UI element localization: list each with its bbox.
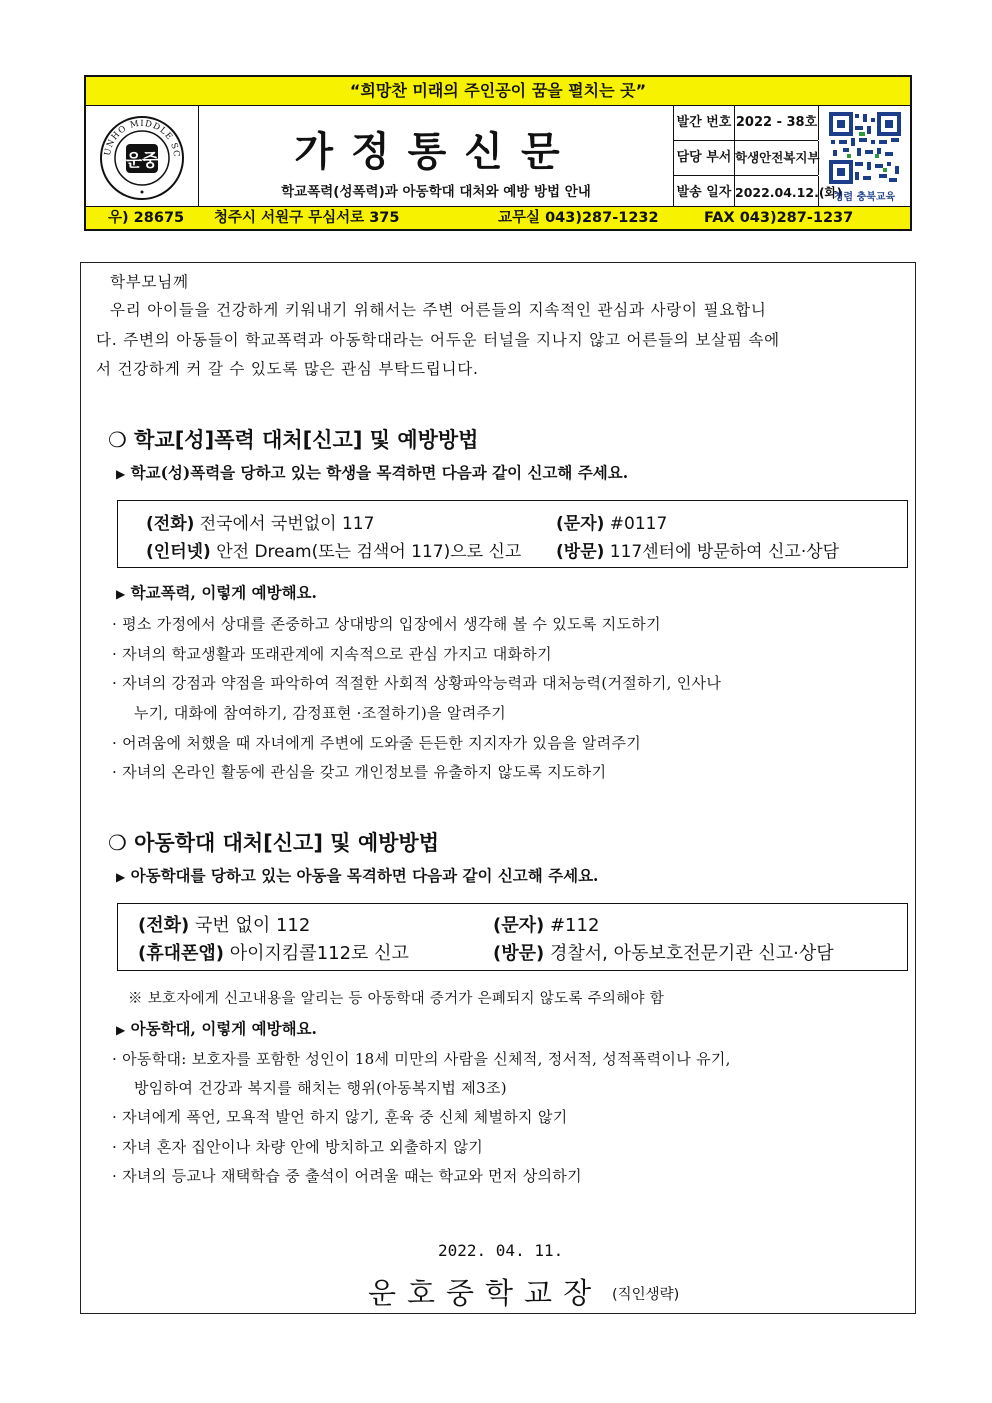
contact-text: 국번 없이 112	[194, 915, 311, 936]
street-address: 청주시 서원구 무심서로 375	[214, 210, 400, 226]
contact-label: (문자)	[556, 514, 605, 534]
prevent-item: · 자녀의 등교나 재택학습 중 출석이 어려울 때는 학교와 먼저 상의하기	[112, 1167, 582, 1185]
contact-label: (방문)	[493, 943, 545, 964]
contact-label: (휴대폰앱)	[138, 943, 225, 964]
letter-date: 2022. 04. 11.	[438, 1241, 564, 1260]
contact-internet	[146, 537, 521, 562]
office-phone: 교무실 043)287-1232	[498, 210, 659, 226]
issue-info	[674, 106, 843, 209]
contact-app	[138, 939, 409, 965]
section2-report-note	[116, 864, 598, 886]
contact-label: (인터넷)	[146, 542, 211, 562]
section2-heading	[108, 827, 439, 857]
contact-sms	[556, 509, 667, 534]
prevent-item: · 아동학대: 보호자를 포함한 성인이 18세 미만의 사람을 신체적, 정서적, 성적폭력이나 유기,	[112, 1050, 731, 1068]
newsletter-header	[84, 75, 912, 231]
school-motto: “희망찬 미래의 주인공이 꿈을 펼치는 곳”	[86, 77, 910, 106]
intro-line-2: 다. 주변의 아동들이 학교폭력과 아동학대라는 어두운 터널을 지나지 않고 어른들의 보살핌 속에	[96, 331, 780, 349]
contact-text: 아이지킴콜112로 신고	[229, 943, 409, 964]
info-row-number	[674, 106, 818, 141]
info-value: 2022 - 38호	[735, 106, 819, 140]
contact-sms	[493, 911, 599, 937]
triangle-bullet-icon: ▶	[116, 467, 126, 481]
contact-visit	[493, 939, 834, 965]
prevent-item: · 자녀에게 폭언, 모욕적 발언 하지 않기, 훈육 중 신체 체벌하지 않기	[112, 1108, 568, 1126]
newsletter-subtitle: 학교폭력(성폭력)과 아동학대 대처와 예방 방법 안내	[281, 184, 591, 200]
prevent-item: · 자녀의 학교생활과 또래관계에 지속적으로 관심 가지고 대화하기	[112, 645, 552, 663]
info-label: 담당 부서	[674, 141, 735, 175]
prevent-item-continued: 방임하여 건강과 복지를 해치는 행위(아동복지법 제3조)	[134, 1079, 507, 1097]
section2-prevent-title	[116, 1017, 317, 1039]
contact-text: 경찰서, 아동보호전문기관 신고·상담	[549, 943, 834, 964]
zip-code: 우) 28675	[108, 210, 185, 226]
fax-number: FAX 043)287-1237	[704, 210, 854, 226]
info-row-department	[674, 141, 818, 176]
contact-phone	[138, 911, 310, 937]
qr-code-icon	[819, 106, 910, 209]
prevent-item: · 자녀 혼자 집안이나 차량 안에 방치하고 외출하지 않기	[112, 1138, 483, 1156]
report-note-text: 아동학대를 당하고 있는 아동을 목격하면 다음과 같이 신고해 주세요.	[130, 866, 599, 885]
address-bar	[86, 206, 910, 229]
info-label: 발송 일자	[674, 176, 735, 209]
prevent-item: · 자녀의 강점과 약점을 파악하여 적절한 사회적 상황파악능력과 대처능력(거절하기, 인사나	[112, 674, 722, 692]
contact-text: 전국에서 국번없이 117	[199, 514, 375, 534]
contact-label: (문자)	[493, 915, 545, 936]
contact-label: (전화)	[138, 915, 190, 936]
circle-bullet-icon: ❍	[108, 428, 127, 452]
greeting: 학부모님께	[110, 273, 189, 291]
contact-text: #0117	[609, 514, 668, 534]
info-row-date	[674, 176, 843, 209]
logo-ring-text: UNHO MIDDLE SC	[102, 118, 182, 159]
prevent-item: · 평소 가정에서 상대를 존중하고 상대방의 입장에서 생각해 볼 수 있도록 지도하기	[112, 615, 661, 633]
prevent-item-continued: 누기, 대화에 참여하기, 감정표현 ·조절하기)을 알려주기	[134, 704, 507, 722]
contact-text: #112	[549, 915, 600, 936]
qr-cell	[819, 106, 910, 209]
section1-title: 학교[성]폭력 대처[신고] 및 예방방법	[134, 428, 479, 452]
circle-bullet-icon: ❍	[108, 831, 127, 855]
intro-line-3: 서 건강하게 커 갈 수 있도록 많은 관심 부탁드립니다.	[96, 360, 479, 378]
contact-label: (전화)	[146, 514, 195, 534]
triangle-bullet-icon: ▶	[116, 587, 126, 601]
section1-prevent-title	[116, 581, 317, 603]
school-logo	[86, 106, 198, 209]
prevent-title-text: 학교폭력, 이렇게 예방해요.	[130, 583, 317, 602]
prevent-item: · 자녀의 온라인 활동에 관심을 갖고 개인정보를 유출하지 않도록 지도하기	[112, 763, 607, 781]
contact-text: 안전 Dream(또는 검색어 117)으로 신고	[216, 542, 522, 562]
report-note-text: 학교(성)폭력을 당하고 있는 학생을 목격하면 다음과 같이 신고해 주세요.	[130, 463, 629, 482]
prevent-title-text: 아동학대, 이렇게 예방해요.	[130, 1019, 317, 1038]
intro-line-1: 우리 아이들을 건강하게 키워내기 위해서는 주변 어른들의 지속적인 관심과 사랑이 필요합니	[110, 301, 767, 319]
info-label: 발간 번호	[674, 106, 735, 140]
qr-caption: 청렴 충북교육	[833, 192, 896, 203]
info-value: 학생안전복지부	[735, 141, 819, 175]
caution-note: ※ 보호자에게 신고내용을 알리는 등 아동학대 증거가 은폐되지 않도록 주의해야 함	[128, 991, 665, 1007]
info-value: 2022.04.12.(화)	[735, 176, 819, 209]
section1-heading	[108, 424, 478, 454]
contact-label: (방문)	[556, 542, 605, 562]
principal-signature: 운호중학교장	[368, 1276, 603, 1310]
school-logo-cell	[86, 106, 199, 209]
triangle-bullet-icon: ▶	[116, 870, 126, 884]
contact-visit	[556, 537, 839, 562]
newsletter-title: 가정통신문	[294, 128, 578, 175]
logo-mark: 운중	[125, 151, 159, 171]
triangle-bullet-icon: ▶	[116, 1023, 126, 1037]
prevent-item: · 어려움에 처했을 때 자녀에게 주변에 도와줄 든든한 지지자가 있음을 알려주기	[112, 734, 642, 752]
contact-phone	[146, 509, 374, 534]
section1-report-note	[116, 461, 628, 483]
seal-note: (직인생략)	[612, 1287, 680, 1303]
title-cell	[199, 106, 674, 209]
section2-title: 아동학대 대처[신고] 및 예방방법	[134, 831, 439, 855]
contact-text: 117센터에 방문하여 신고·상담	[609, 542, 840, 562]
